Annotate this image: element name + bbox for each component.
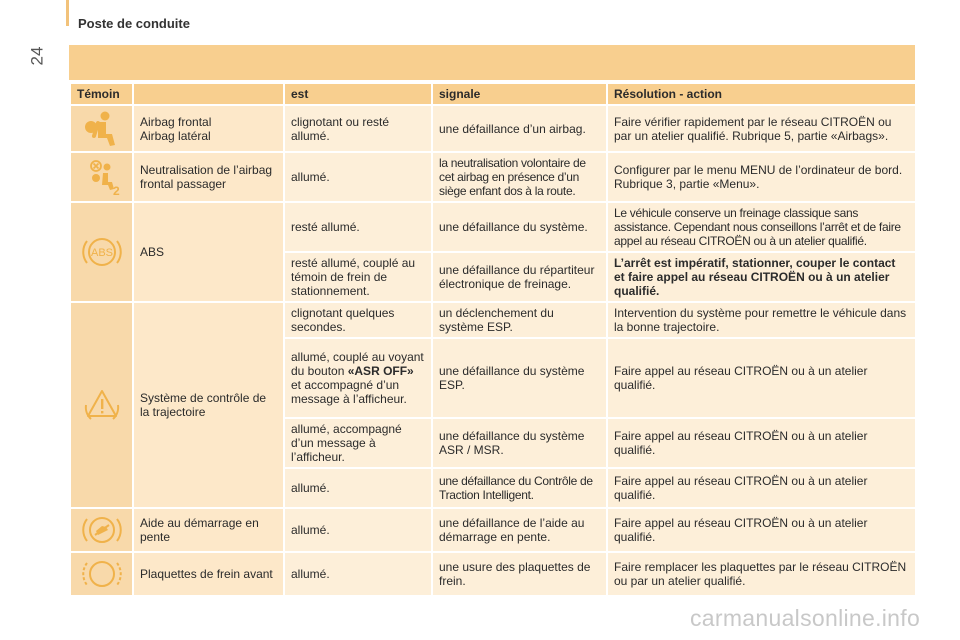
page-number: 24 [27, 46, 47, 66]
est-cell: clignotant ou resté allumé. [284, 105, 432, 152]
est-text: allumé, couplé au voyant du bouton [291, 350, 424, 378]
passenger-airbag-off-icon [83, 158, 121, 196]
function-cell: ABS [133, 202, 284, 302]
icon-cell [70, 152, 133, 202]
table-banner [69, 45, 915, 80]
function-label: Airbag latéral [140, 128, 211, 143]
table-header-row [70, 83, 916, 105]
function-cell: Système de contrôle de la trajectoire [133, 302, 284, 508]
signale-cell: une défaillance du système ASR / MSR. [432, 418, 607, 468]
est-cell: allumé, accompagné d’un message à l’afficheur. [284, 418, 432, 468]
table-row [70, 105, 916, 152]
resolution-cell: Intervention du système pour remettre le véhicule dans la bonne trajectoire. [607, 302, 916, 338]
signale-cell: une défaillance du système. [432, 202, 607, 252]
table-row [70, 152, 916, 202]
icon-cell [70, 552, 133, 596]
airbag-warning-icon [84, 110, 120, 148]
resolution-cell: Faire remplacer les plaquettes par le réseau CITROËN ou par un atelier qualifié. [607, 552, 916, 596]
header-temoin: Témoin [70, 83, 133, 105]
resolution-cell: Faire appel au réseau CITROËN ou à un atelier qualifié. [607, 418, 916, 468]
svg-text:2: 2 [112, 184, 120, 196]
stability-control-icon [82, 385, 122, 425]
est-cell: allumé. [284, 152, 432, 202]
est-cell: allumé. [284, 508, 432, 552]
icon-cell [70, 302, 133, 508]
icon-cell [70, 105, 133, 152]
signale-cell: une défaillance du répartiteur électronique de freinage. [432, 252, 607, 302]
signale-cell: une défaillance d’un airbag. [432, 105, 607, 152]
resolution-cell: Configurer par le menu MENU de l’ordinateur de bord. Rubrique 3, partie «Menu». [607, 152, 916, 202]
table-row [70, 552, 916, 596]
signale-cell: une défaillance du système ESP. [432, 338, 607, 418]
function-cell: Aide au démarrage en pente [133, 508, 284, 552]
est-cell: allumé. [284, 468, 432, 508]
resolution-cell: Faire vérifier rapidement par le réseau CITROËN ou par un atelier qualifié. Rubrique 5, partie «Airbags». [607, 105, 916, 152]
est-cell: clignotant quelques secondes. [284, 302, 432, 338]
resolution-cell: Faire appel au réseau CITROËN ou à un atelier qualifié. [607, 508, 916, 552]
abs-icon [81, 232, 123, 272]
icon-cell [70, 508, 133, 552]
signale-cell: la neutralisation volontaire de cet airbag en présence d’un siège enfant dos à la route. [432, 152, 607, 202]
signale-cell: une défaillance de l’aide au démarrage en pente. [432, 508, 607, 552]
signale-cell: un déclenchement du système ESP. [432, 302, 607, 338]
resolution-cell: Faire appel au réseau CITROËN ou à un atelier qualifié. [607, 468, 916, 508]
table-row [70, 202, 916, 252]
est-cell [284, 338, 432, 418]
header-est: est [284, 83, 432, 105]
asr-off-button-label: «ASR OFF» [347, 364, 414, 378]
abs-icon-label: ABS [90, 247, 113, 259]
signale-cell: une défaillance du Contrôle de Traction Intelligent. [432, 468, 607, 508]
icon-cell [70, 202, 133, 302]
est-cell: resté allumé. [284, 202, 432, 252]
resolution-cell: L’arrêt est impératif, stationner, couper le contact et faire appel au réseau CITROËN ou à un atelier qualifié. [607, 252, 916, 302]
function-cell: Plaquettes de frein avant [133, 552, 284, 596]
section-title: Poste de conduite [78, 16, 190, 31]
est-cell: allumé. [284, 552, 432, 596]
watermark: carmanualsonline.info [690, 605, 921, 631]
header-signale: signale [432, 83, 607, 105]
header-resolution: Résolution - action [607, 83, 916, 105]
signale-cell: une usure des plaquettes de frein. [432, 552, 607, 596]
header-function [133, 83, 284, 105]
hill-start-assist-icon [81, 510, 123, 550]
function-label: Airbag frontal [140, 114, 212, 129]
margin-rule [66, 0, 69, 26]
est-cell: resté allumé, couplé au témoin de frein de stationnement. [284, 252, 432, 302]
function-cell: Neutralisation de l’airbag frontal passager [133, 152, 284, 202]
table-row [70, 508, 916, 552]
resolution-cell: Le véhicule conserve un freinage classique sans assistance. Cependant nous conseillons l’arrêt et de faire appel au réseau CITROËN ou à un atelier qualifié. [607, 202, 916, 252]
resolution-cell: Faire appel au réseau CITROËN ou à un atelier qualifié. [607, 338, 916, 418]
brake-pads-wear-icon [81, 554, 123, 594]
warning-lights-table [69, 82, 917, 597]
est-text: et accompagné d’un message à l’afficheur. [291, 378, 407, 406]
function-cell [133, 105, 284, 152]
table-row [70, 302, 916, 338]
